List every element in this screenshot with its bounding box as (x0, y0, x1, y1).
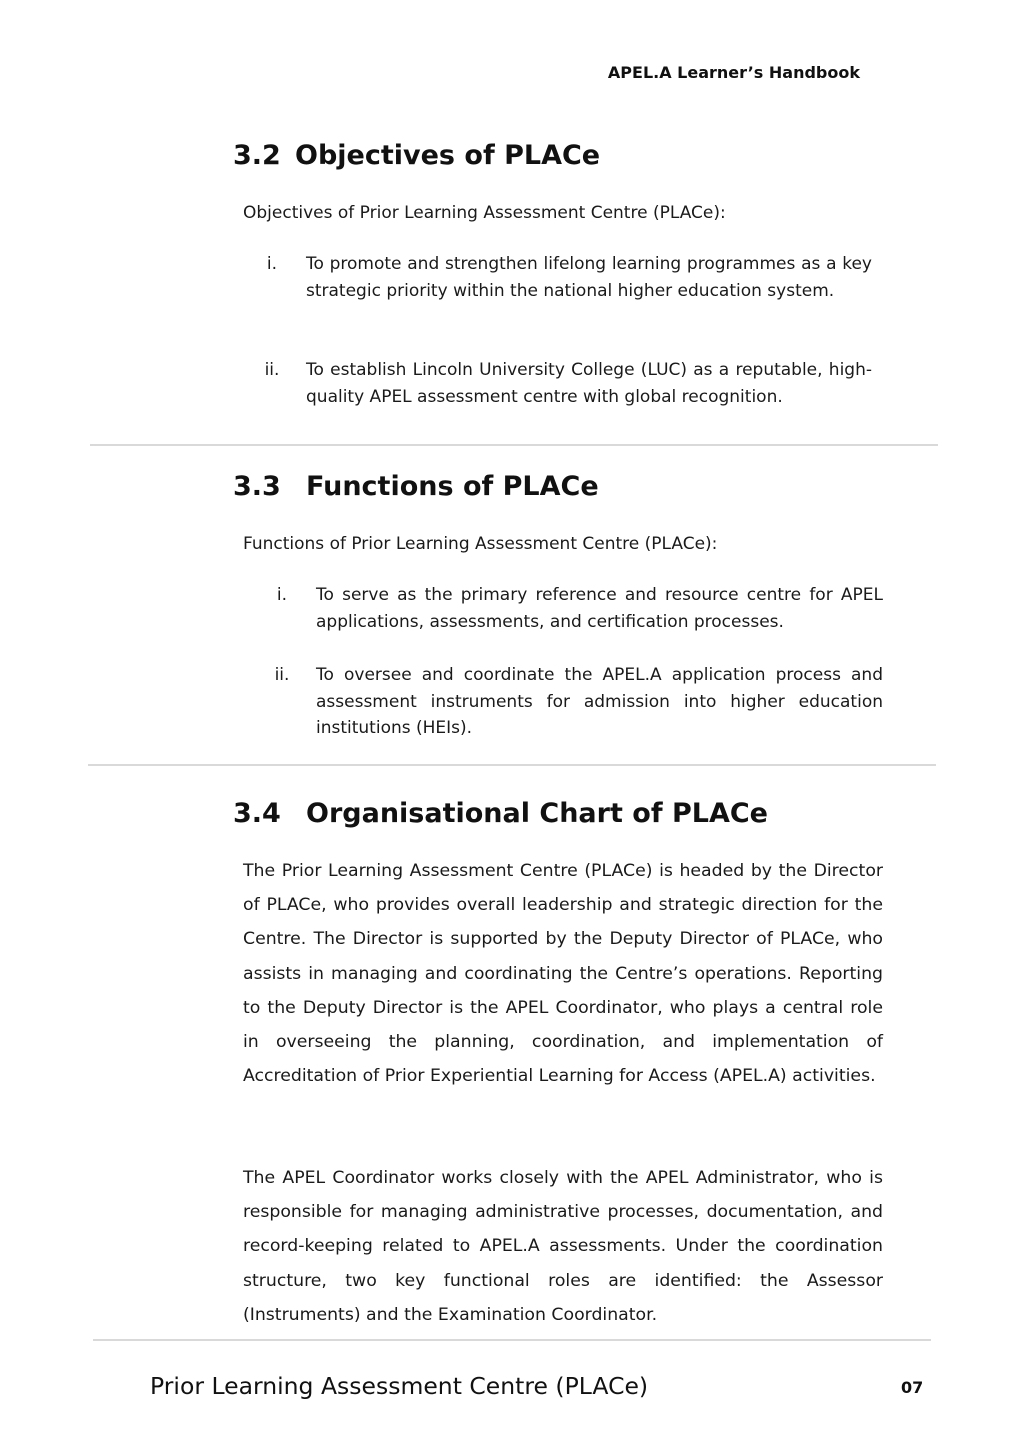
list-item (254, 357, 872, 410)
section-divider (90, 444, 938, 446)
section-number: 3.2 (233, 140, 281, 171)
list-item-text: To serve as the primary reference and resource centre for APEL applications, assessments, and certification processes. (316, 585, 883, 632)
section-heading-3-2 (233, 140, 600, 171)
list-marker: i. (276, 585, 288, 605)
list-item (254, 251, 872, 304)
section-intro: Functions of Prior Learning Assessment Centre (PLACe): (243, 534, 718, 554)
body-paragraph: The Prior Learning Assessment Centre (PLACe) is headed by the Director of PLACe, who provides overall leadership and strategic direction for the Centre. The Director is supported by the Deputy Director of PLACe, who assists in managing and coordinating the Centre’s operations. Reporting to the Deputy Director is the APEL Coordinator, who plays a central role in overseeing the planning, coordination, and implementation of Accreditation of Prior Experiential Learning for Access (APEL.A) activities. (243, 861, 883, 1087)
section-heading-3-4 (233, 798, 768, 829)
list-marker: ii. (274, 665, 290, 685)
section-divider (88, 764, 936, 766)
section-title: Organisational Chart of PLACe (306, 798, 768, 829)
section-intro: Objectives of Prior Learning Assessment Centre (PLACe): (243, 203, 726, 223)
section-heading-3-3 (233, 471, 599, 502)
body-paragraph: The APEL Coordinator works closely with the APEL Administrator, who is responsible for managing administrative processes, documentation, and record-keeping related to APEL.A assessments. Under the coordination structure, two key functional roles are identified: the Assessor (Instruments) and the Examination Coordinator. (243, 1168, 883, 1325)
list-marker: i. (266, 254, 278, 274)
list-marker: ii. (264, 360, 280, 380)
list-item (264, 582, 883, 635)
section-title: Functions of PLACe (306, 471, 599, 502)
footer-title: Prior Learning Assessment Centre (PLACe) (150, 1372, 649, 1400)
list-item-text: To establish Lincoln University College (LUC) as a reputable, high-quality APEL assessment centre with global recognition. (306, 360, 872, 407)
section-number: 3.3 (233, 471, 281, 502)
section-number: 3.4 (233, 798, 281, 829)
list-item-text: To oversee and coordinate the APEL.A application process and assessment instruments for admission into higher education institutions (HEIs). (316, 665, 883, 738)
section-title: Objectives of PLACe (295, 140, 601, 171)
list-item-text: To promote and strengthen lifelong learning programmes as a key strategic priority within the national higher education system. (306, 254, 872, 301)
running-header: APEL.A Learner’s Handbook (607, 63, 860, 82)
page-number: 07 (901, 1378, 924, 1397)
footer-divider (93, 1339, 931, 1341)
list-item (264, 662, 883, 742)
